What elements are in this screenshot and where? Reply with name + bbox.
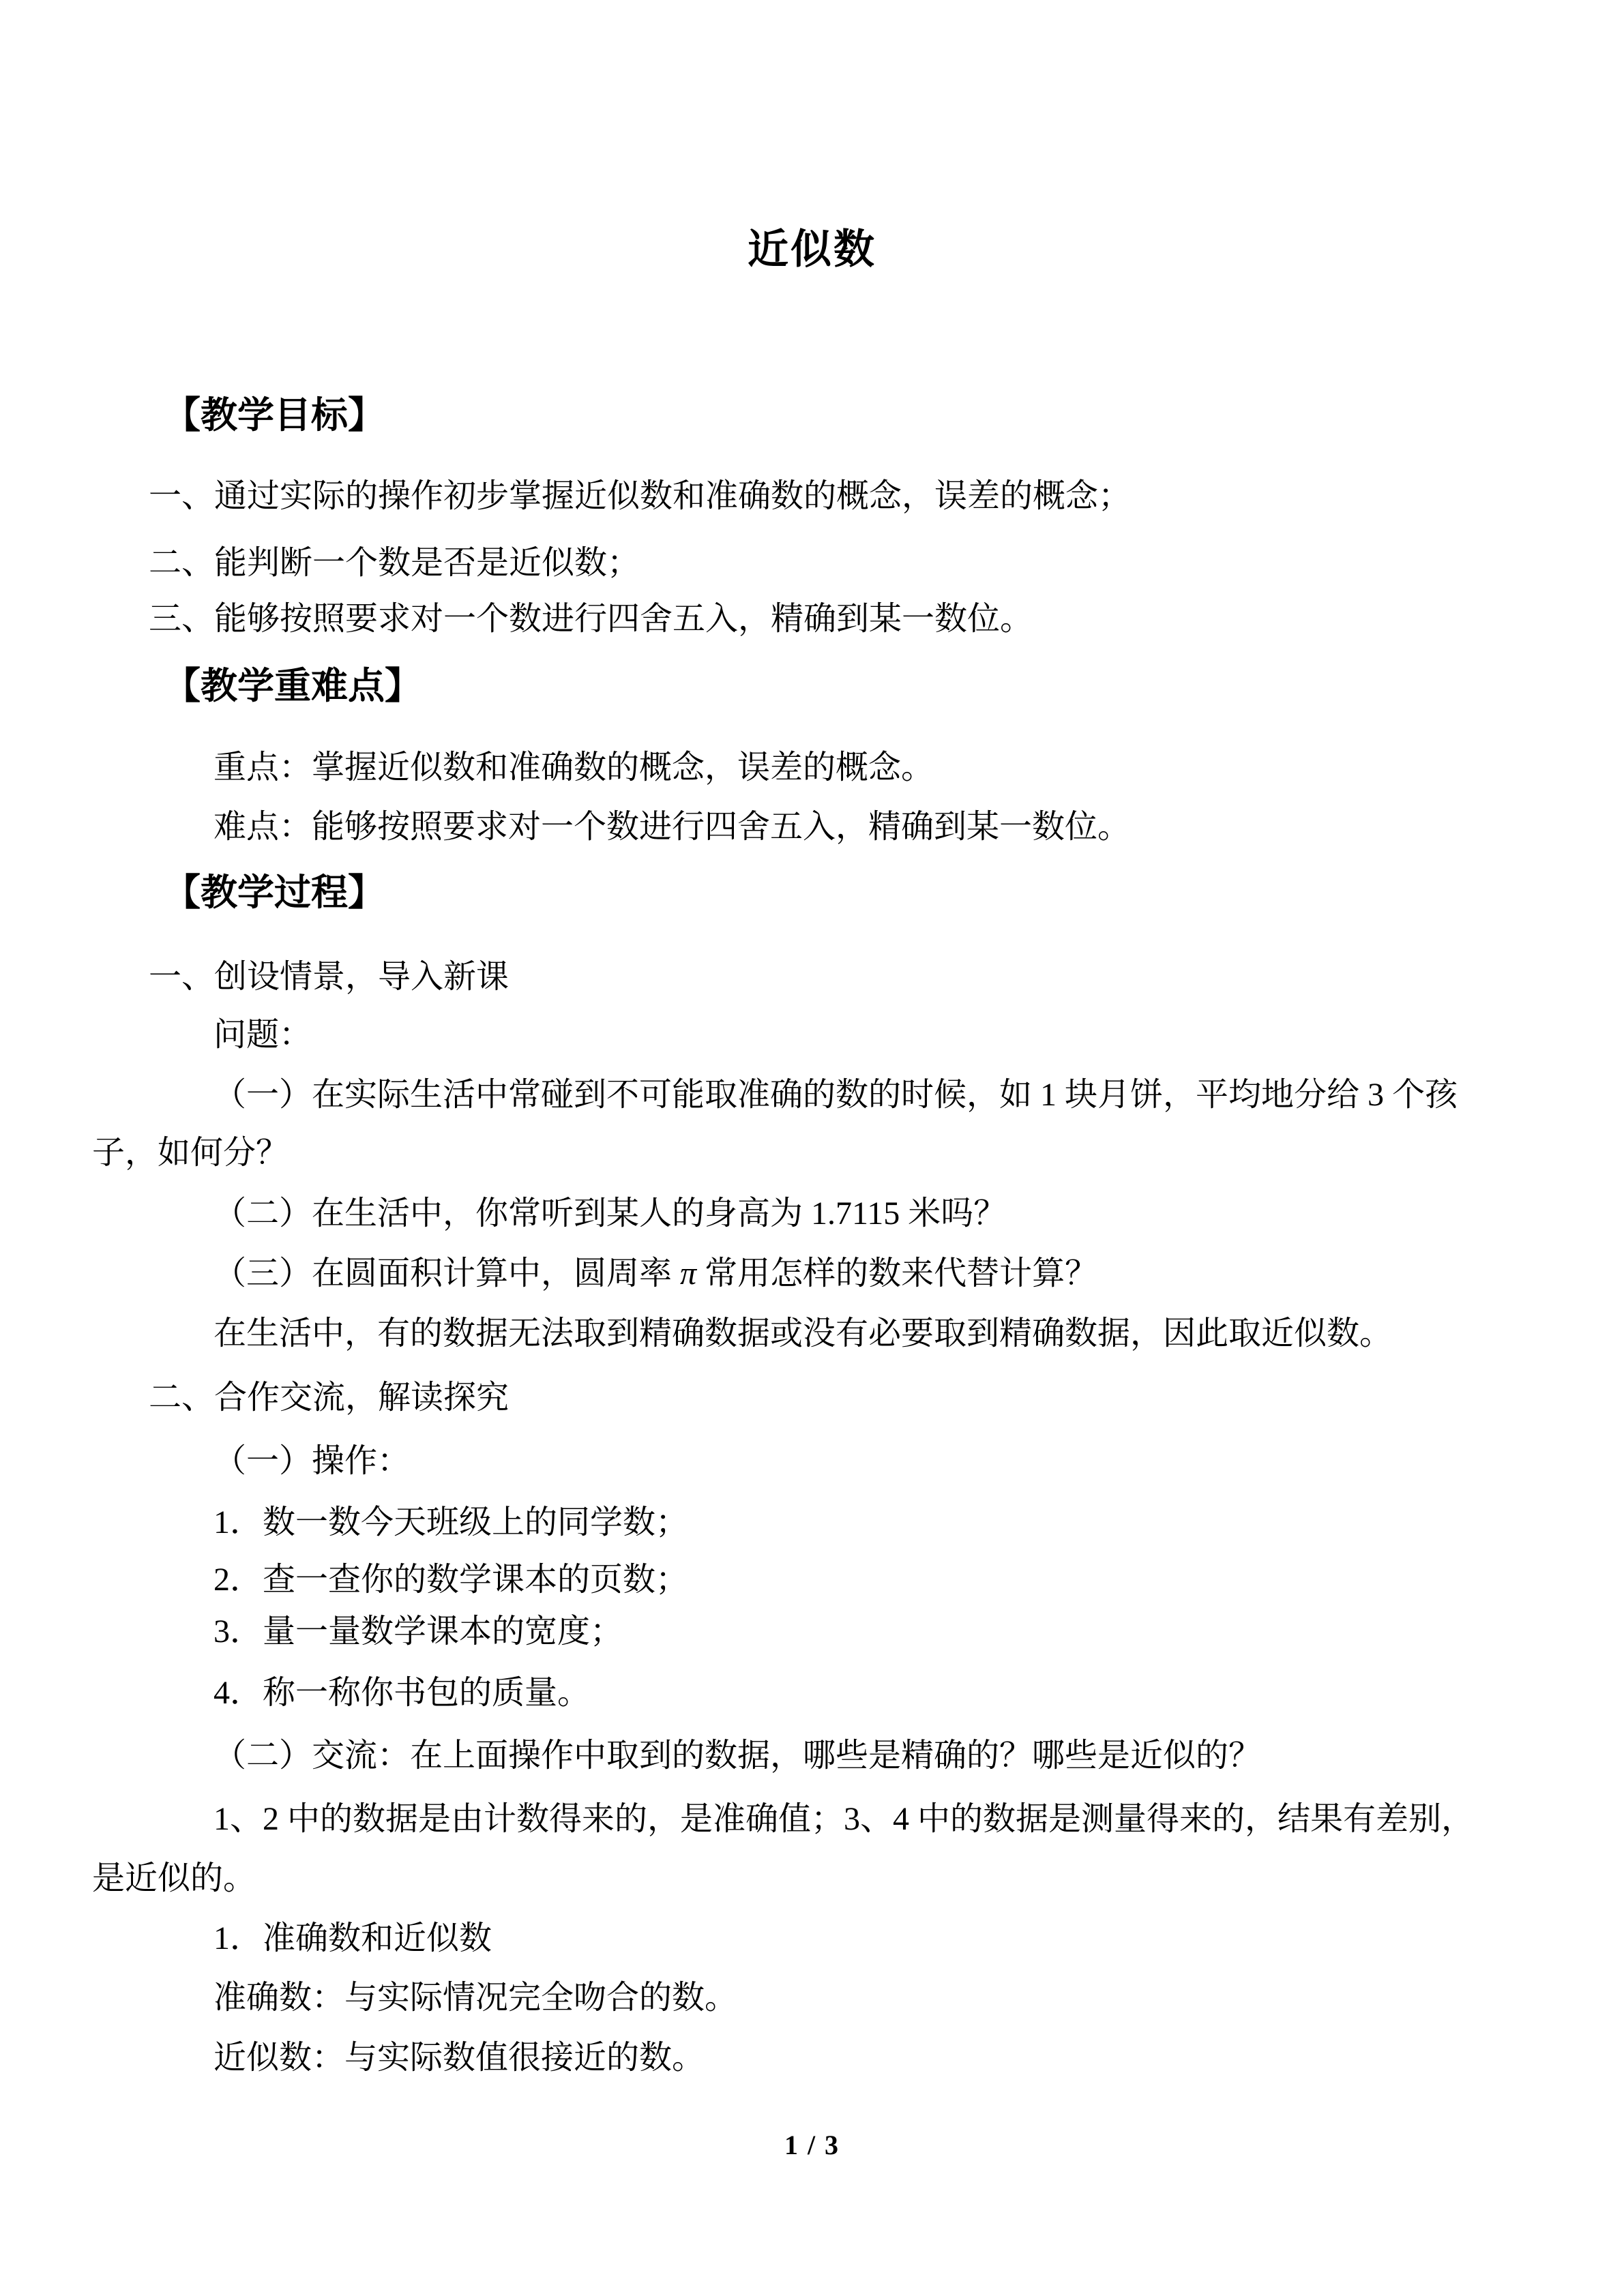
- text-segment: 常用怎样的数来代替计算？: [696, 1255, 1098, 1292]
- text-segment: 三、能够按照要求对一个数进行四舍五入，精确到某一数位。: [149, 601, 1033, 637]
- text-line: [92, 1860, 256, 1897]
- text-segment: 2．查一查你的数学课本的页数；: [213, 1562, 689, 1598]
- text-segment: 1．数一数今天班级上的同学数；: [213, 1504, 689, 1540]
- text-segment: （一）操作：: [213, 1443, 411, 1479]
- text-segment: 3．量一量数学课本的宽度；: [213, 1613, 623, 1650]
- text-line: [149, 544, 640, 582]
- section-heading: [164, 665, 422, 707]
- text-line: [213, 1195, 1006, 1232]
- page-number: 1 / 3: [784, 2130, 840, 2160]
- text-segment: （二）在生活中，你常听到某人的身高为 1.7115 米吗？: [213, 1195, 1007, 1232]
- text-segment: 重点：掌握近似数和准确数的概念，误差的概念。: [213, 749, 934, 786]
- text-segment: 准确数：与实际情况完全吻合的数。: [213, 1980, 738, 2016]
- text-line: [213, 1442, 410, 1480]
- text-segment: 子，如何分？: [92, 1135, 289, 1171]
- text-line: [213, 1315, 1392, 1352]
- text-segment: 二、合作交流，解读探究: [149, 1380, 510, 1416]
- text-segment: 在生活中，有的数据无法取到精确数据或没有必要取到精确数据，因此取近似数。: [213, 1315, 1393, 1352]
- text-line: [213, 1800, 1474, 1838]
- text-line: [149, 600, 1033, 638]
- text-line: [92, 1134, 289, 1172]
- text-line: [213, 2039, 705, 2076]
- section-heading: [164, 394, 385, 436]
- text-segment: 【教学目标】: [164, 395, 385, 436]
- text-line: [213, 749, 934, 786]
- text-segment: 4．称一称你书包的质量。: [213, 1675, 591, 1711]
- text-segment: 1、2 中的数据是由计数得来的，是准确值；3、4 中的数据是测量得来的，结果有差别，: [213, 1801, 1475, 1837]
- math-symbol: π: [680, 1255, 697, 1292]
- text-segment: 1．准确数和近似数: [213, 1920, 492, 1956]
- text-line: [213, 1255, 1097, 1292]
- text-segment: 一、创设情景，导入新课: [149, 959, 510, 995]
- text-line: [213, 1504, 688, 1541]
- text-line: [213, 1561, 688, 1598]
- text-line: [213, 808, 1130, 846]
- text-segment: 【教学重难点】: [164, 666, 422, 706]
- text-segment: （三）在圆面积计算中，圆周率: [213, 1255, 681, 1292]
- text-line: [213, 1076, 1458, 1114]
- text-line: [213, 1674, 590, 1712]
- text-segment: 难点：能够按照要求对一个数进行四舍五入，精确到某一数位。: [213, 809, 1131, 845]
- section-heading: [164, 871, 385, 914]
- text-segment: （二）交流：在上面操作中取到的数据，哪些是精确的？哪些是近似的？: [213, 1738, 1262, 1774]
- text-segment: 问题：: [213, 1017, 312, 1053]
- text-segment: 近似数：与实际数值很接近的数。: [213, 2040, 705, 2076]
- text-line: [213, 1737, 1261, 1774]
- page-title: 近似数: [748, 227, 876, 272]
- text-segment: 是近似的。: [92, 1860, 256, 1896]
- text-line: [149, 1379, 509, 1416]
- text-line: [213, 1613, 623, 1650]
- text-line: [149, 958, 509, 996]
- text-line: [213, 1979, 737, 2016]
- text-segment: 【教学过程】: [164, 872, 385, 913]
- text-segment: （一）在实际生活中常碰到不可能取准确的数的时候，如 1 块月饼，平均地分给 3 个孩: [213, 1077, 1458, 1113]
- text-line: [149, 477, 1131, 515]
- text-segment: 一、通过实际的操作初步掌握近似数和准确数的概念，误差的概念；: [149, 478, 1132, 514]
- text-line: [213, 1920, 492, 1957]
- text-line: [213, 1016, 312, 1054]
- text-segment: 二、能判断一个数是否是近似数；: [149, 545, 640, 581]
